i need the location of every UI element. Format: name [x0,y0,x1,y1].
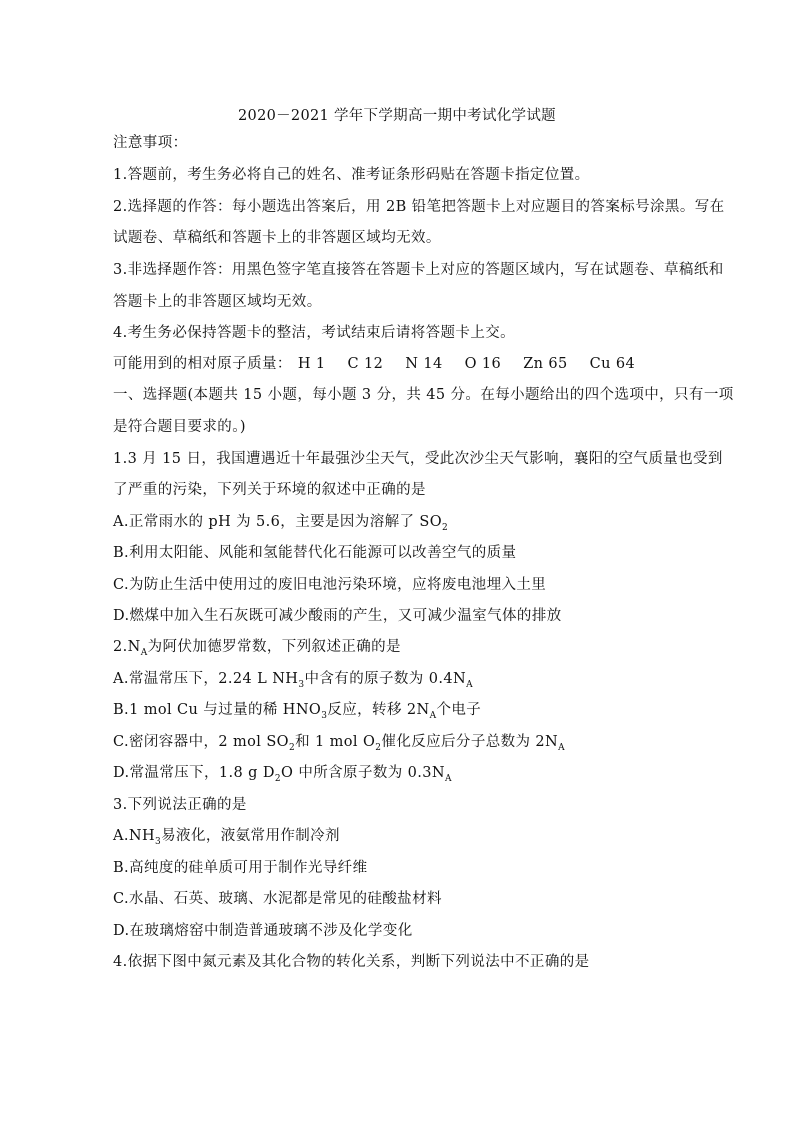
atomic-mass: H 1 [297,356,326,372]
notice-item: 3.非选择题作答：用黑色签字笔直接答在答题卡上对应的答题区域内，写在试题卷、草稿纸和 [113,262,724,278]
notice-item: 1.答题前，考生务必将自己的姓名、准考证条形码贴在答题卡指定位置。 [113,167,590,183]
atomic-masses-label: 可能用到的相对原子质量： [113,356,292,372]
atomic-mass: C 12 [347,356,384,372]
section-heading: 是符合题目要求的。) [113,419,246,435]
q3-stem: 3.下列说法正确的是 [113,797,247,813]
q1-option-a: A.正常雨水的 pH 为 5.6，主要是因为溶解了 $SO_2$ [113,514,449,533]
atomic-mass: Zn 65 [523,356,568,372]
notice-item: 2.选择题的作答：每小题选出答案后，用 2B 铅笔把答题卡上对应题目的答案标号涂黑。写在 [113,199,725,215]
notice-item: 试题卷、草稿纸和答题卡上的非答题区域均无效。 [113,230,441,246]
q3-option-c: C.水晶、石英、玻璃、水泥都是常见的硅酸盐材料 [113,891,442,907]
q2-option-b: B.1 mol Cu 与过量的稀 $HNO_3$反应，转移 $2N_A$个电子 [113,702,482,721]
q1-option-b: B.利用太阳能、风能和氢能替代化石能源可以改善空气的质量 [113,545,517,561]
q3-option-b: B.高纯度的硅单质可用于制作光导纤维 [113,860,368,876]
q1-option-d: D.燃煤中加入生石灰既可减少酸雨的产生，又可减少温室气体的排放 [113,608,562,624]
q2-option-d: D.常温常压下，1.8 g $D_2O$ 中所含原子数为 $0.3N_A$ [113,765,452,784]
q2-stem: $2.N_A$为阿伏加德罗常数，下列叙述正确的是 [113,639,401,658]
section-heading: 一、选择题(本题共 15 小题，每小题 3 分，共 45 分。在每小题给出的四个选项中，只有一项 [113,387,734,403]
notice-heading: 注意事项： [113,135,188,151]
q2-option-c: C.密闭容器中，2 mol $SO_2$和 1 mol $O_2$催化反应后分子总数为 $2N_A$ [113,734,566,753]
atomic-mass: Cu 64 [589,356,636,372]
q3-option-a: $A.NH_3$易液化，液氨常用作制冷剂 [113,828,340,847]
q4-stem: 4.依据下图中氮元素及其化合物的转化关系，判断下列说法中不正确的是 [113,954,590,970]
notice-item: 答题卡上的非答题区域均无效。 [113,294,322,310]
q1-option-c: C.为防止生活中使用过的废旧电池污染环境，应将废电池埋入土里 [113,577,547,593]
q1-stem: 1.3 月 15 日，我国遭遇近十年最强沙尘天气，受此次沙尘天气影响，襄阳的空气质量也受到 [113,451,723,467]
atomic-masses [113,354,713,374]
q3-option-d: D.在玻璃熔窑中制造普通玻璃不涉及化学变化 [113,923,413,939]
page-title: 2020－2021 学年下学期高一期中考试化学试题 [238,108,556,124]
atomic-mass: N 14 [405,356,443,372]
q1-stem: 了严重的污染，下列关于环境的叙述中正确的是 [113,482,426,498]
notice-item: 4.考生务必保持答题卡的整洁，考试结束后请将答题卡上交。 [113,325,516,341]
atomic-mass: O 16 [464,356,502,372]
q2-option-a: A.常温常压下，2.24 L $NH_3$中含有的原子数为 $0.4N_A$ [113,671,473,690]
